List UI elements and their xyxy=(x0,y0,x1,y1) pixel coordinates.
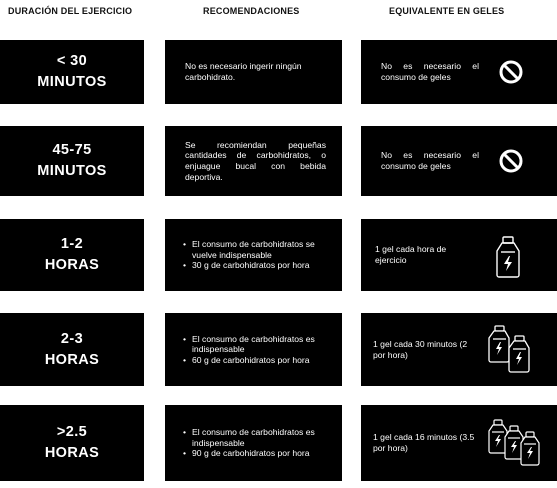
duration-cell-4 xyxy=(0,313,144,386)
duration-cell-2 xyxy=(0,126,144,196)
recommendation-cell-3 xyxy=(165,219,342,291)
recommendation-cell-1 xyxy=(165,40,342,104)
recommendation-cell-5 xyxy=(165,405,342,481)
duration-cell-3 xyxy=(0,219,144,291)
duration-cell-1 xyxy=(0,40,144,104)
duration-unit: HORAS xyxy=(44,351,100,368)
duration-value: < 30 xyxy=(56,53,88,69)
energy-gel-icon xyxy=(493,235,523,279)
duration-value: 45-75 xyxy=(52,142,92,158)
equivalent-text: 1 gel cada hora de ejercicio xyxy=(375,244,447,265)
equivalent-text: 1 gel cada 30 minutos (2 por hora) xyxy=(373,338,468,360)
recommendation-cell-2 xyxy=(165,126,342,196)
header-equivalent: EQUIVALENTE EN GELES xyxy=(389,6,505,16)
duration-unit: HORAS xyxy=(44,445,100,461)
duration-unit: MINUTOS xyxy=(37,163,107,179)
recommendation-bullet: • El consumo de carbohidratos es indispensable xyxy=(183,334,326,355)
duration-value: 1-2 xyxy=(60,236,84,252)
duration-unit: MINUTOS xyxy=(37,74,107,90)
equivalent-text: 1 gel cada 16 minutos (3.5 por hora) xyxy=(373,432,475,453)
no-icon xyxy=(498,148,524,174)
duration-value: 2-3 xyxy=(60,330,84,347)
recommendation-cell-4 xyxy=(165,313,342,386)
recommendation-bullet: • 30 g de carbohidratos por hora xyxy=(183,260,326,271)
no-icon xyxy=(498,59,524,85)
recommendation-text: Se recomiendan pequeñas cantidades de carbohidratos, o enjuague bucal con bebida deportiva. xyxy=(185,139,326,182)
duration-value: >2.5 xyxy=(56,424,88,440)
equivalent-cell-2 xyxy=(361,126,557,196)
equivalent-cell-5 xyxy=(361,405,557,481)
duration-unit: HORAS xyxy=(44,257,100,273)
equivalent-cell-4 xyxy=(361,313,557,386)
header-duration: DURACIÓN DEL EJERCICIO xyxy=(8,6,133,16)
recommendation-text: No es necesario ingerir ningún carbohidrato. xyxy=(185,61,302,82)
equivalent-cell-1 xyxy=(361,40,557,104)
equivalent-cell-3 xyxy=(361,219,557,291)
equivalent-text: No es necesario el consumo de geles xyxy=(381,150,479,171)
recommendation-bullet: • 60 g de carbohidratos por hora xyxy=(183,355,326,366)
energy-gel-icon xyxy=(485,324,535,376)
recommendation-bullet: • El consumo de carbohidratos es indispensable xyxy=(183,427,326,448)
equivalent-text: No es necesario el consumo de geles xyxy=(381,61,479,82)
recommendation-bullet: • 90 g de carbohidratos por hora xyxy=(183,448,326,459)
recommendation-bullet: • El consumo de carbohidratos se vuelve indispensable xyxy=(183,239,326,260)
header-recommendations: RECOMENDACIONES xyxy=(203,6,300,16)
duration-cell-5 xyxy=(0,405,144,481)
energy-gel-icon xyxy=(485,418,549,468)
